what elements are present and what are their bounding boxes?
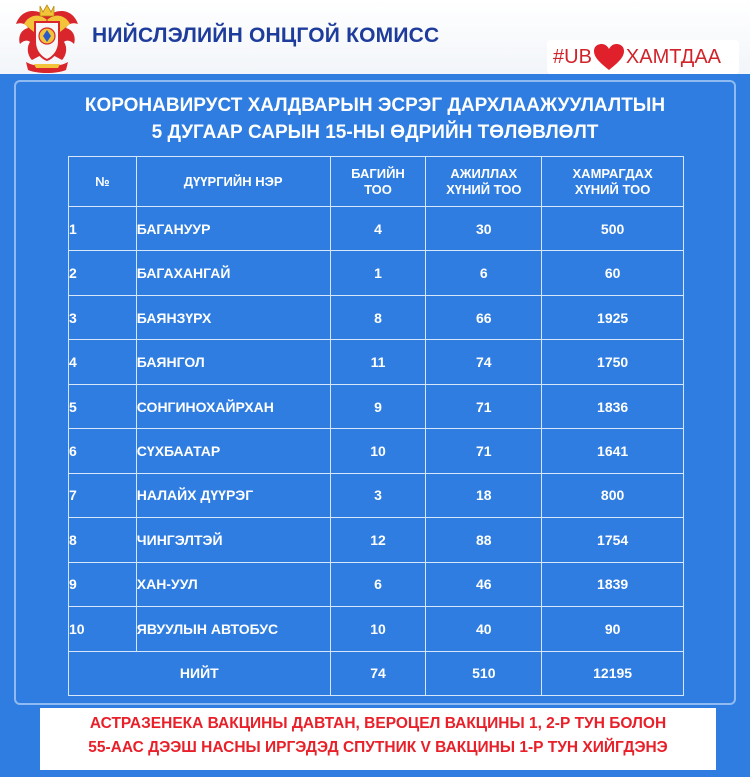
hashtag-badge — [547, 40, 739, 74]
cell-district: СОНГИНОХАЙРХАН — [136, 384, 330, 428]
cell-workers: 71 — [426, 429, 542, 473]
cell-teams: 12 — [330, 518, 426, 562]
cell-covered: 800 — [542, 473, 684, 517]
cell-teams: 10 — [330, 429, 426, 473]
cell-no: 7 — [69, 473, 137, 517]
table-row — [69, 607, 684, 651]
table-row — [69, 251, 684, 295]
cell-district: ЧИНГЭЛТЭЙ — [136, 518, 330, 562]
cell-teams: 1 — [330, 251, 426, 295]
cell-workers: 40 — [426, 607, 542, 651]
total-workers: 510 — [426, 651, 542, 695]
table-row — [69, 518, 684, 562]
header-covered — [542, 157, 684, 207]
cell-district: НАЛАЙХ ДҮҮРЭГ — [136, 473, 330, 517]
cell-no: 1 — [69, 207, 137, 251]
header-teams-line2: ТОО — [364, 181, 392, 197]
table-row — [69, 340, 684, 384]
header-covered-line1: ХАМРАГДАХ — [572, 165, 653, 181]
total-label: НИЙТ — [69, 651, 331, 695]
cell-district: ХАН-УУЛ — [136, 562, 330, 606]
footer-line-2: 55-ААС ДЭЭШ НАСНЫ ИРГЭДЭД СПУТНИК V ВАКЦИНЫ 1-Р ТУН ХИЙГДЭНЭ — [88, 739, 668, 756]
vaccination-plan-table — [68, 156, 684, 696]
cell-district: БАЯНЗҮРХ — [136, 295, 330, 339]
page-title — [0, 92, 750, 146]
cell-no: 4 — [69, 340, 137, 384]
cell-workers: 74 — [426, 340, 542, 384]
footer-line-1: АСТРАЗЕНЕКА ВАКЦИНЫ ДАВТАН, ВЕРОЦЕЛ ВАКЦИНЫ 1, 2-Р ТУН БОЛОН — [89, 715, 667, 732]
cell-teams: 8 — [330, 295, 426, 339]
table-row — [69, 562, 684, 606]
header-workers-line2: ХҮНИЙ ТОО — [446, 181, 522, 197]
table-row — [69, 384, 684, 428]
header-covered-line2: ХҮНИЙ ТОО — [574, 181, 651, 197]
header-bar — [0, 0, 750, 74]
total-teams: 74 — [330, 651, 426, 695]
cell-no: 2 — [69, 251, 137, 295]
ulaanbaatar-emblem-icon — [12, 2, 82, 74]
header-district: ДҮҮРГИЙН НЭР — [136, 157, 330, 207]
table-row — [69, 473, 684, 517]
cell-no: 10 — [69, 607, 137, 651]
cell-covered: 90 — [542, 607, 684, 651]
cell-no: 6 — [69, 429, 137, 473]
cell-workers: 88 — [426, 518, 542, 562]
cell-covered: 60 — [542, 251, 684, 295]
table-row — [69, 207, 684, 251]
cell-covered: 1839 — [542, 562, 684, 606]
cell-covered: 1754 — [542, 518, 684, 562]
cell-teams: 10 — [330, 607, 426, 651]
cell-workers: 18 — [426, 473, 542, 517]
org-name: НИЙСЛЭЛИЙН ОНЦГОЙ КОМИСС — [92, 24, 440, 47]
heart-icon — [593, 43, 625, 71]
cell-workers: 71 — [426, 384, 542, 428]
cell-district: БАГАНУУР — [136, 207, 330, 251]
cell-teams: 6 — [330, 562, 426, 606]
cell-teams: 3 — [330, 473, 426, 517]
header-workers — [426, 157, 542, 207]
cell-workers: 6 — [426, 251, 542, 295]
cell-covered: 1836 — [542, 384, 684, 428]
title-line-2: 5 ДУГААР САРЫН 15-НЫ ӨДРИЙН ТӨЛӨВЛӨЛТ — [151, 122, 599, 143]
cell-covered: 1750 — [542, 340, 684, 384]
footer-note — [40, 708, 716, 770]
table-row — [69, 429, 684, 473]
header-no: № — [69, 157, 137, 207]
cell-district: БАЯНГОЛ — [136, 340, 330, 384]
cell-district: СҮХБААТАР — [136, 429, 330, 473]
cell-no: 5 — [69, 384, 137, 428]
header-workers-line1: АЖИЛЛАХ — [450, 165, 518, 181]
hashtag-suffix: ХАМТДАА — [625, 45, 722, 68]
header-teams-line1: БАГИЙН — [351, 165, 405, 181]
hashtag-prefix: #UB — [553, 45, 592, 68]
cell-no: 3 — [69, 295, 137, 339]
cell-district: ЯВУУЛЫН АВТОБУС — [136, 607, 330, 651]
cell-workers: 46 — [426, 562, 542, 606]
cell-teams: 9 — [330, 384, 426, 428]
cell-teams: 11 — [330, 340, 426, 384]
cell-covered: 1641 — [542, 429, 684, 473]
cell-district: БАГАХАНГАЙ — [136, 251, 330, 295]
title-line-1: КОРОНАВИРУСТ ХАЛДВАРЫН ЭСРЭГ ДАРХЛААЖУУЛАЛТЫН — [84, 95, 666, 116]
cell-teams: 4 — [330, 207, 426, 251]
cell-workers: 66 — [426, 295, 542, 339]
cell-workers: 30 — [426, 207, 542, 251]
header-teams — [330, 157, 426, 207]
table-row — [69, 295, 684, 339]
cell-covered: 500 — [542, 207, 684, 251]
cell-no: 9 — [69, 562, 137, 606]
total-covered: 12195 — [542, 651, 684, 695]
total-row — [69, 651, 684, 695]
cell-no: 8 — [69, 518, 137, 562]
cell-covered: 1925 — [542, 295, 684, 339]
table-header-row — [69, 157, 684, 207]
